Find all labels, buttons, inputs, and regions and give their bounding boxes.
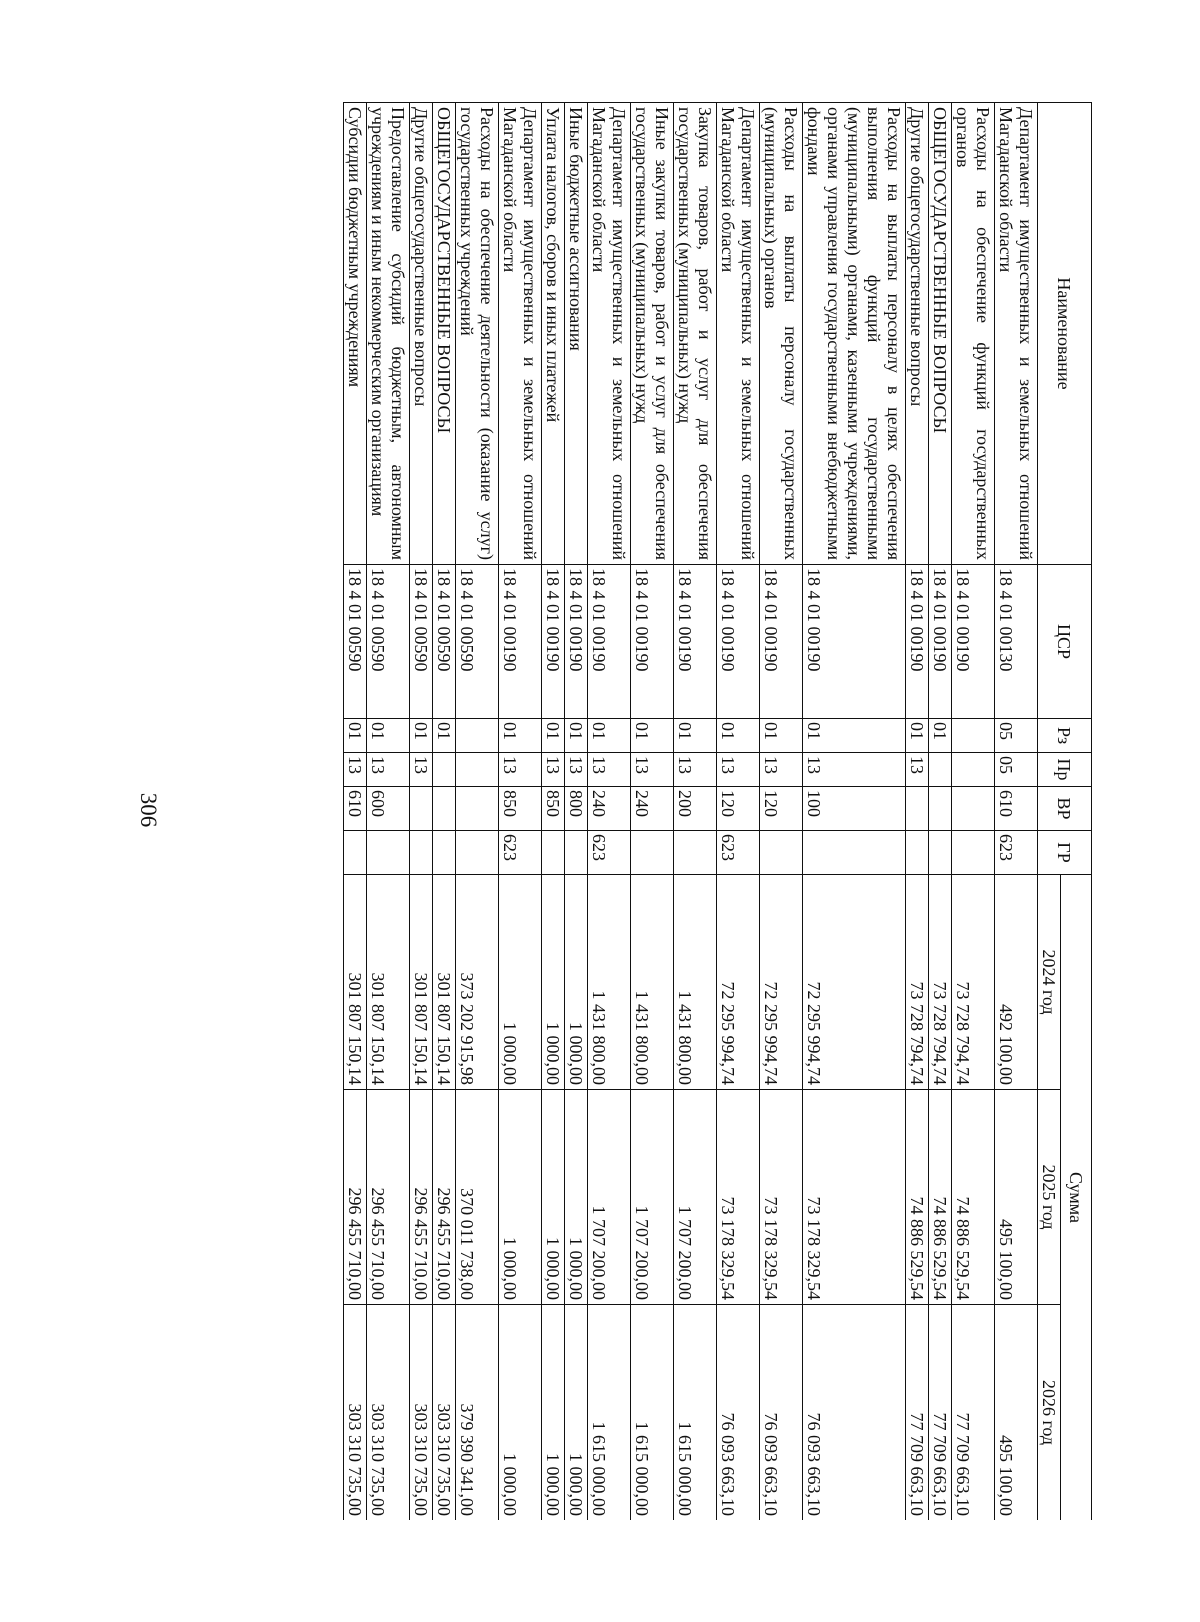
row-gr xyxy=(631,831,674,875)
row-csr: 18 4 01 00190 xyxy=(588,565,631,719)
row-pr: 13 xyxy=(367,753,410,787)
row-amount-2024: 373 202 915,98 xyxy=(456,875,499,1090)
row-amount-2025: 296 455 710,00 xyxy=(433,1090,456,1305)
row-csr: 18 4 01 00190 xyxy=(499,565,542,719)
table-row xyxy=(760,103,803,1521)
row-name: Департамент имущественных и земельных отношений Магаданской области xyxy=(995,103,1038,565)
row-csr: 18 4 01 00190 xyxy=(803,565,906,719)
row-amount-2026: 1 615 000,00 xyxy=(674,1305,717,1521)
row-csr: 18 4 01 00590 xyxy=(433,565,456,719)
budget-table xyxy=(343,102,1092,1520)
row-csr: 18 4 01 00190 xyxy=(717,565,760,719)
row-csr: 18 4 01 00590 xyxy=(456,565,499,719)
row-gr xyxy=(344,831,367,875)
row-amount-2024: 72 295 994,74 xyxy=(760,875,803,1090)
row-name: Расходы на выплаты персоналу государственных (муниципальных) органов xyxy=(760,103,803,565)
row-amount-2025: 73 178 329,54 xyxy=(760,1090,803,1305)
row-amount-2026: 1 000,00 xyxy=(565,1305,588,1521)
header-year-2026: 2026 год xyxy=(1038,1305,1061,1521)
table-row xyxy=(588,103,631,1521)
row-pr: 13 xyxy=(565,753,588,787)
row-vr xyxy=(433,787,456,831)
row-rz xyxy=(456,719,499,753)
row-amount-2024: 72 295 994,74 xyxy=(717,875,760,1090)
row-csr: 18 4 01 00190 xyxy=(542,565,565,719)
table-row xyxy=(717,103,760,1521)
row-amount-2026: 76 093 663,10 xyxy=(803,1305,906,1521)
row-amount-2026: 1 615 000,00 xyxy=(588,1305,631,1521)
row-name: Субсидии бюджетным учреждениям xyxy=(344,103,367,565)
row-amount-2024: 492 100,00 xyxy=(995,875,1038,1090)
row-amount-2025: 1 707 200,00 xyxy=(674,1090,717,1305)
row-amount-2026: 303 310 735,00 xyxy=(433,1305,456,1521)
row-vr xyxy=(929,787,952,831)
row-gr xyxy=(929,831,952,875)
table-row xyxy=(631,103,674,1521)
row-amount-2024: 1 000,00 xyxy=(565,875,588,1090)
row-amount-2026: 303 310 735,00 xyxy=(367,1305,410,1521)
row-vr: 850 xyxy=(499,787,542,831)
row-amount-2025: 370 011 738,00 xyxy=(456,1090,499,1305)
row-vr: 120 xyxy=(717,787,760,831)
row-rz: 01 xyxy=(760,719,803,753)
row-amount-2025: 1 000,00 xyxy=(499,1090,542,1305)
row-pr xyxy=(929,753,952,787)
header-rz: Рз xyxy=(1038,719,1092,753)
row-csr: 18 4 01 00190 xyxy=(565,565,588,719)
row-gr: 623 xyxy=(588,831,631,875)
row-amount-2024: 1 431 800,00 xyxy=(588,875,631,1090)
table-header xyxy=(1038,103,1092,1521)
row-gr: 623 xyxy=(995,831,1038,875)
table-row xyxy=(499,103,542,1521)
row-vr: 200 xyxy=(674,787,717,831)
row-rz: 01 xyxy=(588,719,631,753)
row-amount-2026: 77 709 663,10 xyxy=(929,1305,952,1521)
row-amount-2026: 379 390 341,00 xyxy=(456,1305,499,1521)
row-rz: 01 xyxy=(565,719,588,753)
row-amount-2025: 1 000,00 xyxy=(542,1090,565,1305)
row-amount-2026: 495 100,00 xyxy=(995,1305,1038,1521)
row-pr xyxy=(433,753,456,787)
row-rz: 01 xyxy=(499,719,542,753)
row-vr: 800 xyxy=(565,787,588,831)
table-row xyxy=(410,103,433,1521)
row-name: Расходы на обеспечение функций государственных органов xyxy=(952,103,995,565)
row-rz: 01 xyxy=(410,719,433,753)
row-name: ОБЩЕГОСУДАРСТВЕННЫЕ ВОПРОСЫ xyxy=(929,103,952,565)
row-amount-2024: 301 807 150,14 xyxy=(367,875,410,1090)
table-row xyxy=(803,103,906,1521)
row-csr: 18 4 01 00590 xyxy=(367,565,410,719)
row-rz: 05 xyxy=(995,719,1038,753)
header-name: Наименование xyxy=(1038,103,1092,565)
row-pr: 13 xyxy=(499,753,542,787)
row-vr: 240 xyxy=(631,787,674,831)
row-rz: 01 xyxy=(433,719,456,753)
row-gr xyxy=(803,831,906,875)
row-pr: 13 xyxy=(906,753,929,787)
table-row xyxy=(674,103,717,1521)
row-pr: 13 xyxy=(760,753,803,787)
row-gr xyxy=(565,831,588,875)
page-number: 306 xyxy=(136,792,161,828)
row-rz: 01 xyxy=(542,719,565,753)
row-vr xyxy=(456,787,499,831)
row-amount-2026: 303 310 735,00 xyxy=(410,1305,433,1521)
row-gr xyxy=(674,831,717,875)
row-name: Департамент имущественных и земельных отношений Магаданской области xyxy=(499,103,542,565)
row-pr: 13 xyxy=(588,753,631,787)
row-vr: 610 xyxy=(995,787,1038,831)
row-amount-2025: 73 178 329,54 xyxy=(717,1090,760,1305)
row-amount-2026: 77 709 663,10 xyxy=(952,1305,995,1521)
row-amount-2024: 301 807 150,14 xyxy=(410,875,433,1090)
row-pr: 13 xyxy=(803,753,906,787)
header-vr: ВР xyxy=(1038,787,1092,831)
row-vr xyxy=(410,787,433,831)
row-rz: 01 xyxy=(674,719,717,753)
row-amount-2024: 73 728 794,74 xyxy=(952,875,995,1090)
table-row xyxy=(995,103,1038,1521)
row-csr: 18 4 01 00590 xyxy=(344,565,367,719)
row-name: Уплата налогов, сборов и иных платежей xyxy=(542,103,565,565)
row-name: Расходы на обеспечение деятельности (оказание услуг) государственных учреждений xyxy=(456,103,499,565)
header-sum: Сумма xyxy=(1061,875,1092,1521)
row-amount-2026: 76 093 663,10 xyxy=(760,1305,803,1521)
row-gr: 623 xyxy=(499,831,542,875)
row-csr: 18 4 01 00190 xyxy=(906,565,929,719)
row-amount-2025: 74 886 529,54 xyxy=(906,1090,929,1305)
row-name: Иные закупки товаров, работ и услуг для обеспечения государственных (муниципальных) нужд xyxy=(631,103,674,565)
row-csr: 18 4 01 00190 xyxy=(760,565,803,719)
row-gr xyxy=(760,831,803,875)
row-amount-2025: 74 886 529,54 xyxy=(952,1090,995,1305)
header-year-2024: 2024 год xyxy=(1038,875,1061,1090)
row-gr xyxy=(952,831,995,875)
row-amount-2026: 303 310 735,00 xyxy=(344,1305,367,1521)
row-csr: 18 4 01 00190 xyxy=(929,565,952,719)
table-row xyxy=(367,103,410,1521)
row-pr xyxy=(952,753,995,787)
row-amount-2024: 1 431 800,00 xyxy=(674,875,717,1090)
row-gr xyxy=(456,831,499,875)
row-amount-2026: 77 709 663,10 xyxy=(906,1305,929,1521)
row-gr xyxy=(542,831,565,875)
row-amount-2025: 296 455 710,00 xyxy=(367,1090,410,1305)
row-amount-2024: 1 000,00 xyxy=(542,875,565,1090)
row-pr: 13 xyxy=(410,753,433,787)
row-amount-2026: 1 000,00 xyxy=(542,1305,565,1521)
row-rz: 01 xyxy=(717,719,760,753)
header-pr: Пр xyxy=(1038,753,1092,787)
row-vr xyxy=(906,787,929,831)
header-year-2025: 2025 год xyxy=(1038,1090,1061,1305)
row-amount-2026: 1 615 000,00 xyxy=(631,1305,674,1521)
row-amount-2026: 1 000,00 xyxy=(499,1305,542,1521)
rotated-table-canvas xyxy=(212,102,1092,1520)
row-rz xyxy=(952,719,995,753)
row-csr: 18 4 01 00190 xyxy=(674,565,717,719)
row-vr: 120 xyxy=(760,787,803,831)
row-gr xyxy=(906,831,929,875)
row-name: Департамент имущественных и земельных отношений Магаданской области xyxy=(588,103,631,565)
row-rz: 01 xyxy=(367,719,410,753)
row-name: Расходы на выплаты персоналу в целях обеспечения выполнения функций государственными (муниципальными) органами, казенными учреждениями, органами управления государственными внебюджетными фондами xyxy=(803,103,906,565)
table-row xyxy=(565,103,588,1521)
table-row xyxy=(344,103,367,1521)
row-vr: 850 xyxy=(542,787,565,831)
row-amount-2026: 76 093 663,10 xyxy=(717,1305,760,1521)
row-csr: 18 4 01 00190 xyxy=(952,565,995,719)
row-rz: 01 xyxy=(906,719,929,753)
table-row xyxy=(542,103,565,1521)
row-pr: 13 xyxy=(631,753,674,787)
row-pr: 13 xyxy=(717,753,760,787)
row-rz: 01 xyxy=(929,719,952,753)
row-amount-2024: 73 728 794,74 xyxy=(929,875,952,1090)
header-gr: ГР xyxy=(1038,831,1092,875)
row-amount-2025: 74 886 529,54 xyxy=(929,1090,952,1305)
table-row xyxy=(929,103,952,1521)
row-amount-2024: 301 807 150,14 xyxy=(433,875,456,1090)
row-amount-2025: 1 000,00 xyxy=(565,1090,588,1305)
row-vr: 600 xyxy=(367,787,410,831)
table-row xyxy=(433,103,456,1521)
row-amount-2024: 72 295 994,74 xyxy=(803,875,906,1090)
row-amount-2025: 1 707 200,00 xyxy=(631,1090,674,1305)
row-amount-2024: 301 807 150,14 xyxy=(344,875,367,1090)
row-amount-2025: 73 178 329,54 xyxy=(803,1090,906,1305)
row-pr: 13 xyxy=(674,753,717,787)
row-name: Другие общегосударственные вопросы xyxy=(410,103,433,565)
row-gr xyxy=(367,831,410,875)
row-amount-2025: 1 707 200,00 xyxy=(588,1090,631,1305)
row-name: Иные бюджетные ассигнования xyxy=(565,103,588,565)
row-name: ОБЩЕГОСУДАРСТВЕННЫЕ ВОПРОСЫ xyxy=(433,103,456,565)
table-body xyxy=(344,103,1038,1521)
row-csr: 18 4 01 00130 xyxy=(995,565,1038,719)
row-rz: 01 xyxy=(344,719,367,753)
row-csr: 18 4 01 00190 xyxy=(631,565,674,719)
row-gr: 623 xyxy=(717,831,760,875)
row-rz: 01 xyxy=(631,719,674,753)
row-gr xyxy=(410,831,433,875)
table-row xyxy=(906,103,929,1521)
row-name: Закупка товаров, работ и услуг для обеспечения государственных (муниципальных) нужд xyxy=(674,103,717,565)
row-pr: 13 xyxy=(344,753,367,787)
row-pr xyxy=(456,753,499,787)
row-amount-2025: 495 100,00 xyxy=(995,1090,1038,1305)
row-name: Другие общегосударственные вопросы xyxy=(906,103,929,565)
header-csr: ЦСР xyxy=(1038,565,1092,719)
row-amount-2024: 73 728 794,74 xyxy=(906,875,929,1090)
row-rz: 01 xyxy=(803,719,906,753)
table-row xyxy=(952,103,995,1521)
row-pr: 05 xyxy=(995,753,1038,787)
row-amount-2024: 1 000,00 xyxy=(499,875,542,1090)
table-row xyxy=(456,103,499,1521)
row-amount-2025: 296 455 710,00 xyxy=(344,1090,367,1305)
row-gr xyxy=(433,831,456,875)
row-vr: 240 xyxy=(588,787,631,831)
row-amount-2025: 296 455 710,00 xyxy=(410,1090,433,1305)
row-name: Департамент имущественных и земельных отношений Магаданской области xyxy=(717,103,760,565)
row-csr: 18 4 01 00590 xyxy=(410,565,433,719)
rotated-table-area xyxy=(212,102,1092,1520)
row-vr: 100 xyxy=(803,787,906,831)
row-name: Предоставление субсидий бюджетным, автономным учреждениям и иным некоммерческим организациям xyxy=(367,103,410,565)
row-vr: 610 xyxy=(344,787,367,831)
row-vr xyxy=(952,787,995,831)
row-amount-2024: 1 431 800,00 xyxy=(631,875,674,1090)
row-pr: 13 xyxy=(542,753,565,787)
